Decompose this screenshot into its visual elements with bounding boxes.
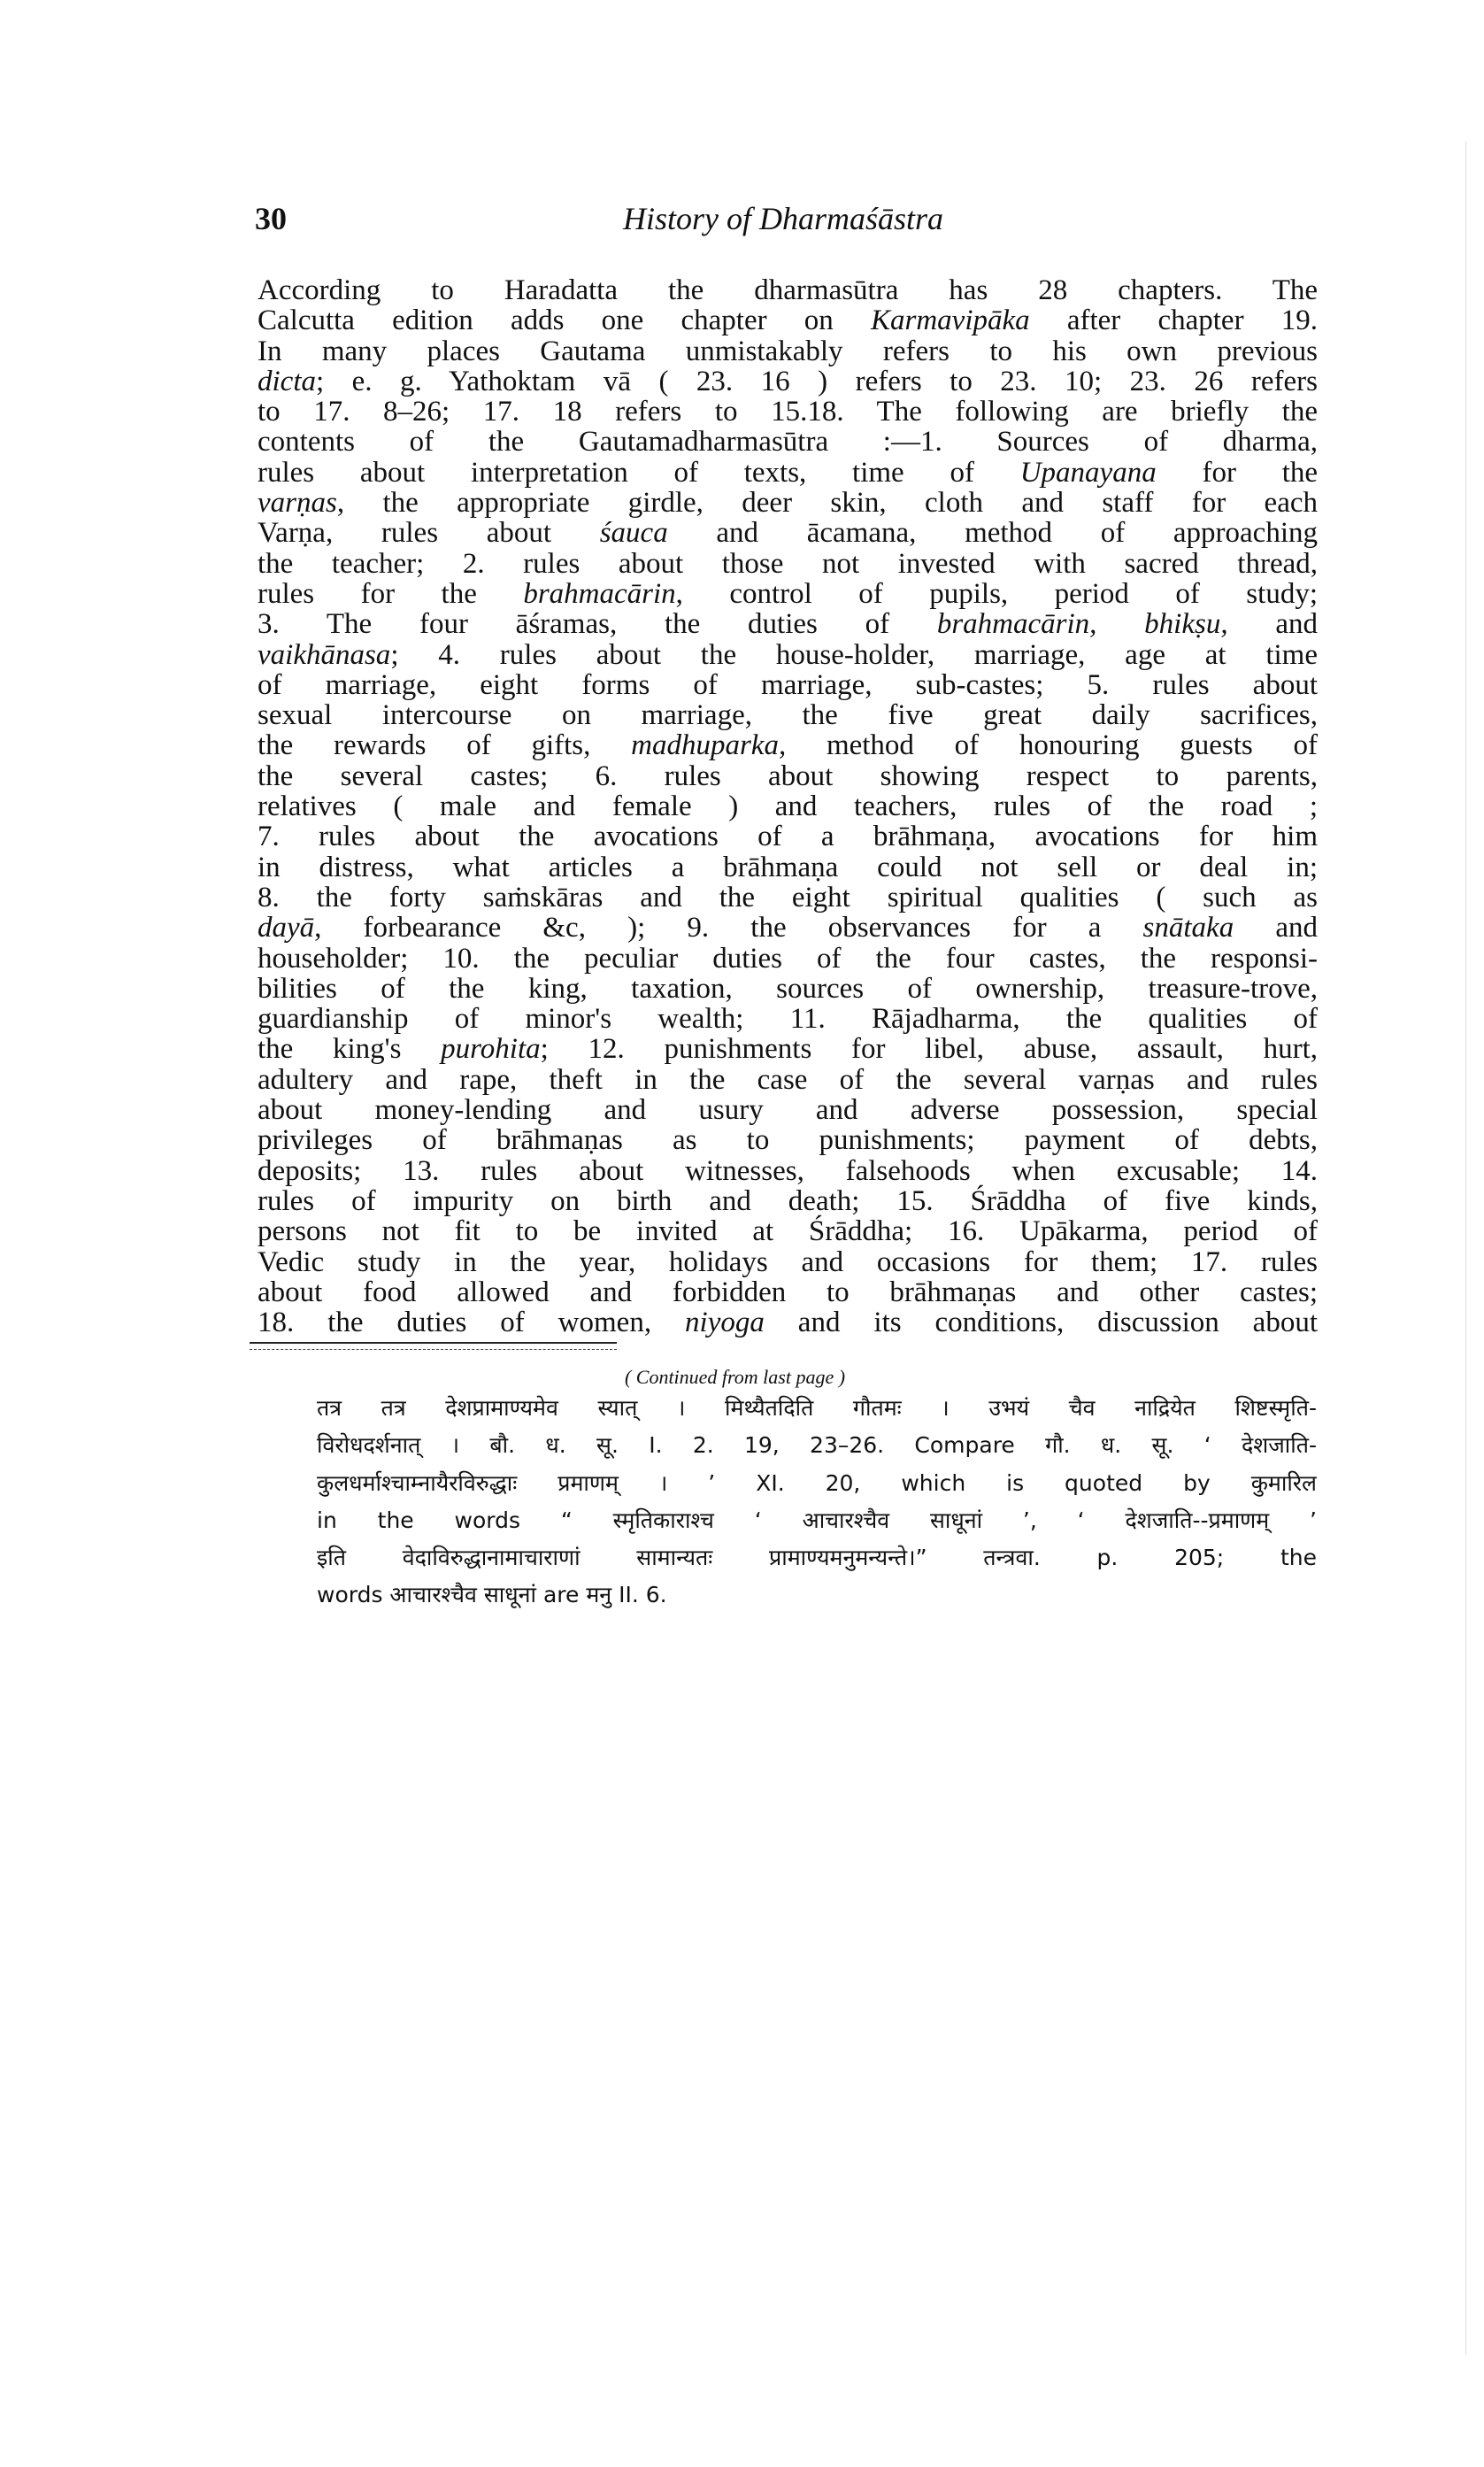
- text-line: [258, 305, 1318, 335]
- footnote-line: in the words “ स्मृतिकाराश्च ‘ आचारश्चैव साधूनां ’, ‘ देशजाति--प्रमाणम् ’: [317, 1507, 1317, 1533]
- text-run: 7. rules about the avocations of a brāhmaṇa, avocations for him: [258, 821, 1318, 853]
- footnote: [317, 1390, 1317, 1615]
- text-run: and its conditions, discussion about: [764, 1307, 1318, 1339]
- text-run: bilities of the king, taxation, sources of ownership, treasure-trove,: [258, 972, 1318, 1005]
- italic-term: Upanayana: [1019, 456, 1157, 489]
- footnote-line: words आचारश्चैव साधूनां are मनु II. 6.: [317, 1582, 667, 1608]
- italic-term: dayā: [258, 912, 315, 944]
- text-line: [258, 791, 1318, 821]
- footnote-line: इति वेदाविरुद्धानामाचाराणां सामान्यतः प्रामाण्यमनुमन्यन्ते।” तन्त्रवा. p. 205; the: [317, 1545, 1317, 1571]
- text-run: ; 4. rules about the house-holder, marriage, age at time: [390, 638, 1318, 671]
- text-line: [258, 640, 1318, 670]
- text-line: [258, 579, 1318, 609]
- text-line: [258, 1095, 1318, 1125]
- italic-term: Karmavipāka: [870, 305, 1030, 337]
- text-line: [258, 1186, 1318, 1216]
- text-line: [258, 944, 1318, 974]
- text-run: method of honouring guests of: [786, 729, 1319, 762]
- text-line: [258, 670, 1318, 700]
- text-run: in distress, what articles a brāhmaṇa could not sell or deal in;: [258, 851, 1318, 883]
- footnote-continued-label: [0, 1366, 1484, 1389]
- text-run: Calcutta edition adds one chapter on: [258, 305, 871, 337]
- text-run: to 17. 8–26; 17. 18 refers to 15.18. The following are briefly the: [258, 396, 1318, 428]
- text-line: [258, 852, 1318, 883]
- text-run: , the appropriate girdle, deer skin, cloth and staff for each: [336, 487, 1318, 520]
- footnote-line: कुलधर्माश्चाम्नायैरविरुद्धाः प्रमाणम् । ’ XI. 20, which is quoted by कुमारिल: [317, 1469, 1317, 1496]
- text-run: Vedic study in the year, holidays and occasions for them; 17. rules: [258, 1245, 1318, 1278]
- italic-term: purohita: [441, 1033, 541, 1066]
- page-number: 30: [255, 201, 287, 236]
- text-line: [258, 1004, 1318, 1034]
- text-run: rules about interpretation of texts, time of: [258, 456, 1020, 489]
- text-run: sexual intercourse on marriage, the five great daily sacrifices,: [258, 699, 1318, 732]
- italic-term: varṇas: [258, 487, 337, 520]
- text-run: the rewards of gifts,: [258, 729, 632, 762]
- text-line: [258, 488, 1318, 518]
- text-line: [258, 1216, 1318, 1246]
- text-line: [258, 1156, 1318, 1186]
- italic-term: vaikhānasa: [258, 638, 391, 671]
- text-run: 3. The four āśramas, the duties of: [258, 608, 937, 641]
- text-run: relatives ( male and female ) and teachers, rules of the road ;: [258, 790, 1318, 823]
- text-run: ; e. g. Yathoktam vā ( 23. 16 ) refers to 23. 10; 23. 26 refers: [315, 365, 1318, 397]
- text-run: , forbearance &c, ); 9. the observances for a: [314, 912, 1143, 944]
- text-run: and ācamana, method of approaching: [667, 517, 1318, 550]
- text-run: rules for the: [258, 577, 524, 610]
- text-run: the teacher; 2. rules about those not invested with sacred thread,: [258, 547, 1318, 580]
- text-line: [258, 700, 1318, 730]
- italic-term: brahmacārin, bhikṣu,: [936, 608, 1228, 641]
- text-run: guardianship of minor's wealth; 11. Rājadharma, the qualities of: [258, 1003, 1318, 1036]
- text-run: 18. the duties of women,: [258, 1307, 686, 1339]
- text-line: [258, 275, 1318, 305]
- text-run: ; 12. punishments for libel, abuse, assault, hurt,: [540, 1033, 1318, 1066]
- text-run: householder; 10. the peculiar duties of the four castes, the responsi-: [258, 942, 1318, 975]
- text-line: [258, 821, 1318, 852]
- text-run: after chapter 19.: [1029, 305, 1318, 337]
- text-run: According to Haradatta the dharmasūtra has 28 chapters. The: [258, 274, 1318, 306]
- text-run: In many places Gautama unmistakably refers to his own previous: [258, 335, 1318, 367]
- text-line: [258, 397, 1318, 427]
- text-run: of marriage, eight forms of marriage, sub-castes; 5. rules about: [258, 668, 1318, 701]
- text-run: deposits; 13. rules about witnesses, falsehoods when excusable; 14.: [258, 1154, 1318, 1187]
- text-line: [258, 1125, 1318, 1155]
- text-line: [258, 427, 1318, 457]
- text-line: [258, 458, 1318, 488]
- text-run: and: [1227, 608, 1318, 641]
- italic-term: snātaka: [1142, 912, 1234, 944]
- running-title: History of Dharmaśāstra: [622, 201, 944, 236]
- text-line: [258, 1034, 1318, 1064]
- text-line: [258, 518, 1318, 548]
- continued-label-text: ( Continued from last page ): [624, 1366, 846, 1388]
- text-run: Varṇa, rules about: [258, 517, 600, 550]
- text-run: about money-lending and usury and adverse possession, special: [258, 1094, 1318, 1127]
- page-edge: [1465, 142, 1466, 2355]
- text-line: [258, 913, 1318, 943]
- text-run: adultery and rape, theft in the case of the several varṇas and rules: [258, 1063, 1318, 1096]
- text-run: rules of impurity on birth and death; 15. Śrāddha of five kinds,: [258, 1184, 1318, 1217]
- text-run: and: [1234, 912, 1318, 944]
- footnote-divider: [250, 1342, 617, 1350]
- text-line: [258, 366, 1318, 397]
- text-run: the several castes; 6. rules about showing respect to parents,: [258, 759, 1318, 792]
- text-line: [258, 761, 1318, 791]
- text-run: about food allowed and forbidden to brāhmaṇas and other castes;: [258, 1276, 1318, 1308]
- italic-term: brahmacārin: [523, 577, 676, 610]
- running-header: [248, 200, 1319, 244]
- text-line: [258, 1065, 1318, 1095]
- text-run: persons not fit to be invited at Śrāddha; 16. Upākarma, period of: [258, 1215, 1318, 1248]
- footnote-line: विरोधदर्शनात् । बौ. ध. सू. I. 2. 19, 23–26. Compare गौ. ध. सू. ‘ देशजाति-: [317, 1432, 1317, 1459]
- text-line: [258, 1307, 1318, 1338]
- text-run: , control of pupils, period of study;: [675, 577, 1318, 610]
- text-run: 8. the forty saṁskāras and the eight spiritual qualities ( such as: [258, 881, 1318, 914]
- text-run: the king's: [258, 1033, 442, 1066]
- italic-term: śauca: [599, 517, 668, 550]
- main-text: [258, 275, 1318, 1338]
- italic-term: madhuparka,: [631, 729, 787, 762]
- text-line: [258, 609, 1318, 639]
- text-run: privileges of brāhmaṇas as to punishments; payment of debts,: [258, 1124, 1318, 1157]
- text-run: contents of the Gautamadharmasūtra :—1. Sources of dharma,: [258, 426, 1318, 459]
- text-run: for the: [1156, 456, 1319, 489]
- text-line: [258, 336, 1318, 366]
- text-line: [258, 549, 1318, 579]
- italic-term: niyoga: [685, 1307, 765, 1339]
- text-line: [258, 1247, 1318, 1277]
- italic-term: dicta: [258, 365, 316, 397]
- footnote-line: तत्र तत्र देशप्रामाण्यमेव स्यात् । मिथ्यैतदिति गौतमः । उभयं चैव नाद्रियेत शिष्टस्मृति-: [317, 1395, 1317, 1421]
- text-line: [258, 883, 1318, 913]
- text-line: [258, 1277, 1318, 1307]
- text-line: [258, 730, 1318, 760]
- text-line: [258, 974, 1318, 1004]
